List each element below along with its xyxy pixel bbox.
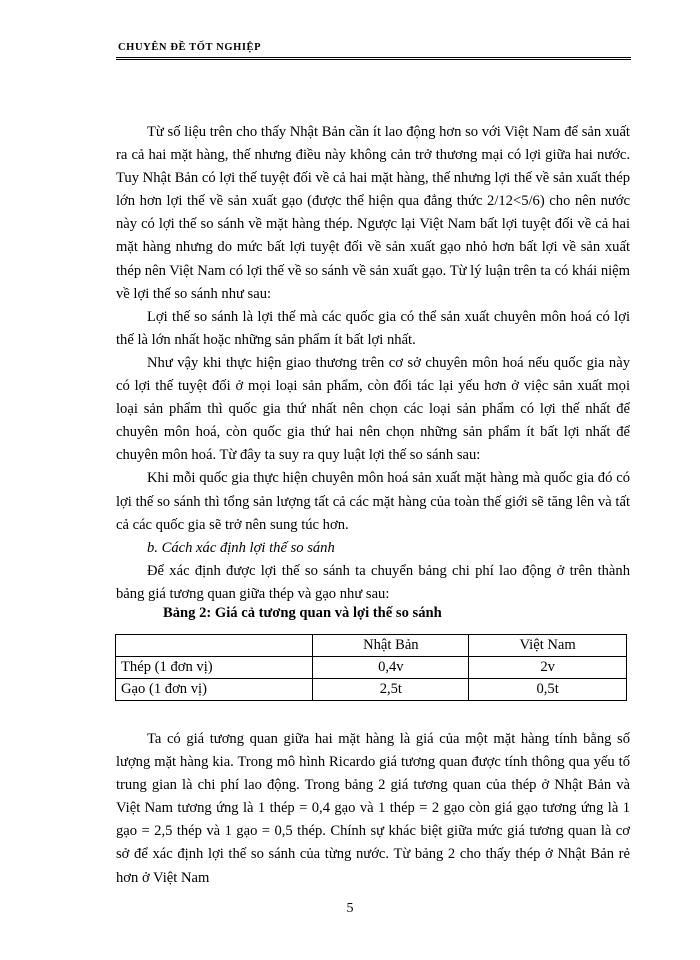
table-header-cell: Nhật Bản — [313, 635, 469, 657]
table-cell: 0,4v — [313, 657, 469, 679]
table-cell: 0,5t — [469, 679, 627, 701]
table-row — [116, 657, 627, 679]
body-text-lower — [116, 728, 630, 890]
table-header-cell: Việt Nam — [469, 635, 627, 657]
paragraph-2: Lợi thế so sánh là lợi thế mà các quốc gia có thể sản xuất chuyên môn hoá có lợi thế là lớn nhất hoặc những sản phẩm ít bất lợi nhất. — [116, 308, 630, 348]
header-divider — [116, 57, 631, 60]
paragraph-3: Như vậy khi thực hiện giao thương trên cơ sở chuyên môn hoá nếu quốc gia này có lợi thế tuyệt đối ở mọi loại sản phẩm, còn đối tác lại yếu hơn ở việc sản xuất mọi loại sản phẩm thì quốc gia thứ nhất nên chọn các loại sản phẩm có lợi thế nhất để chuyên môn hoá, còn quốc gia thứ hai nên chọn những sản phẩm ít bất lợi nhất để chuyên môn hoá. Từ đây ta suy ra quy luật lợi thế so sánh sau: — [116, 354, 630, 464]
subheading: b. Cách xác định lợi thế so sánh — [147, 539, 335, 556]
paragraph-5: Để xác định được lợi thế so sánh ta chuyển bảng chi phí lao động ở trên thành bảng giá tương quan giữa thép và gạo như sau: — [116, 562, 630, 602]
table-row — [116, 679, 627, 701]
table-cell: Thép (1 đơn vị) — [116, 657, 313, 679]
paragraph-1: Từ số liệu trên cho thấy Nhật Bản cần ít lao động hơn so với Việt Nam để sản xuất ra cả hai mặt hàng, thế nhưng điều này không cản trở thương mại có lợi giữa hai nước. Tuy Nhật Bản có lợi thế tuyệt đối về cả hai mặt hàng, thế nhưng lợi thế về sản xuất thép lớn hơn lợi thế về sản xuất gạo (được thể hiện qua đẳng thức 2/12<5/6) cho nên nước này có lợi thế so sánh về mặt hàng thép. Ngược lại Việt Nam bất lợi tuyệt đối về cả hai mặt hàng nhưng do mức bất lợi tuyệt đối về sản xuất gạo nhỏ hơn bất lợi về sản xuất thép nên Việt Nam có lợi thế về so sánh về sản xuất gạo. Từ lý luận trên ta có khái niệm về lợi thế so sánh như sau: — [116, 124, 630, 302]
body-text-upper — [116, 121, 630, 606]
paragraph-4: Khi mỗi quốc gia thực hiện chuyên môn hoá sản xuất mặt hàng mà quốc gia đó có lợi thế so sánh thì tổng sản lượng tất cả các mặt hàng của toàn thế giới sẽ tăng lên và tất cả các quốc gia sẽ trở nên sung túc hơn. — [116, 470, 630, 533]
table-cell: 2,5t — [313, 679, 469, 701]
paragraph-6: Ta có giá tương quan giữa hai mặt hàng là giá của một mặt hàng tính bằng số lượng mặt hàng kia. Trong mô hình Ricardo giá tương quan được tính thông qua yếu tố trung gian là chi phí lao động. Trong bảng 2 giá tương quan của thép ở Nhật Bản và Việt Nam tương ứng là 1 thép = 0,4 gạo và 1 thép = 2 gạo còn giá gạo tương ứng là 1 gạo = 2,5 thép và 1 gạo = 0,5 thép. Chính sự khác biệt giữa mức giá tương quan là cơ sở để xác định lợi thế so sánh của từng nước. Từ bảng 2 cho thấy thép ở Nhật Bản rẻ hơn ở Việt Nam — [116, 731, 630, 886]
page-header: CHUYÊN ĐỀ TỐT NGHIỆP — [118, 42, 262, 53]
table-cell: 2v — [469, 657, 627, 679]
price-table — [115, 634, 627, 701]
table-header-cell — [116, 635, 313, 657]
table-title: Bảng 2: Giá cả tương quan và lợi thế so sánh — [163, 605, 442, 621]
table-cell: Gạo (1 đơn vị) — [116, 679, 313, 701]
table-header-row — [116, 635, 627, 657]
page-number: 5 — [346, 901, 354, 916]
